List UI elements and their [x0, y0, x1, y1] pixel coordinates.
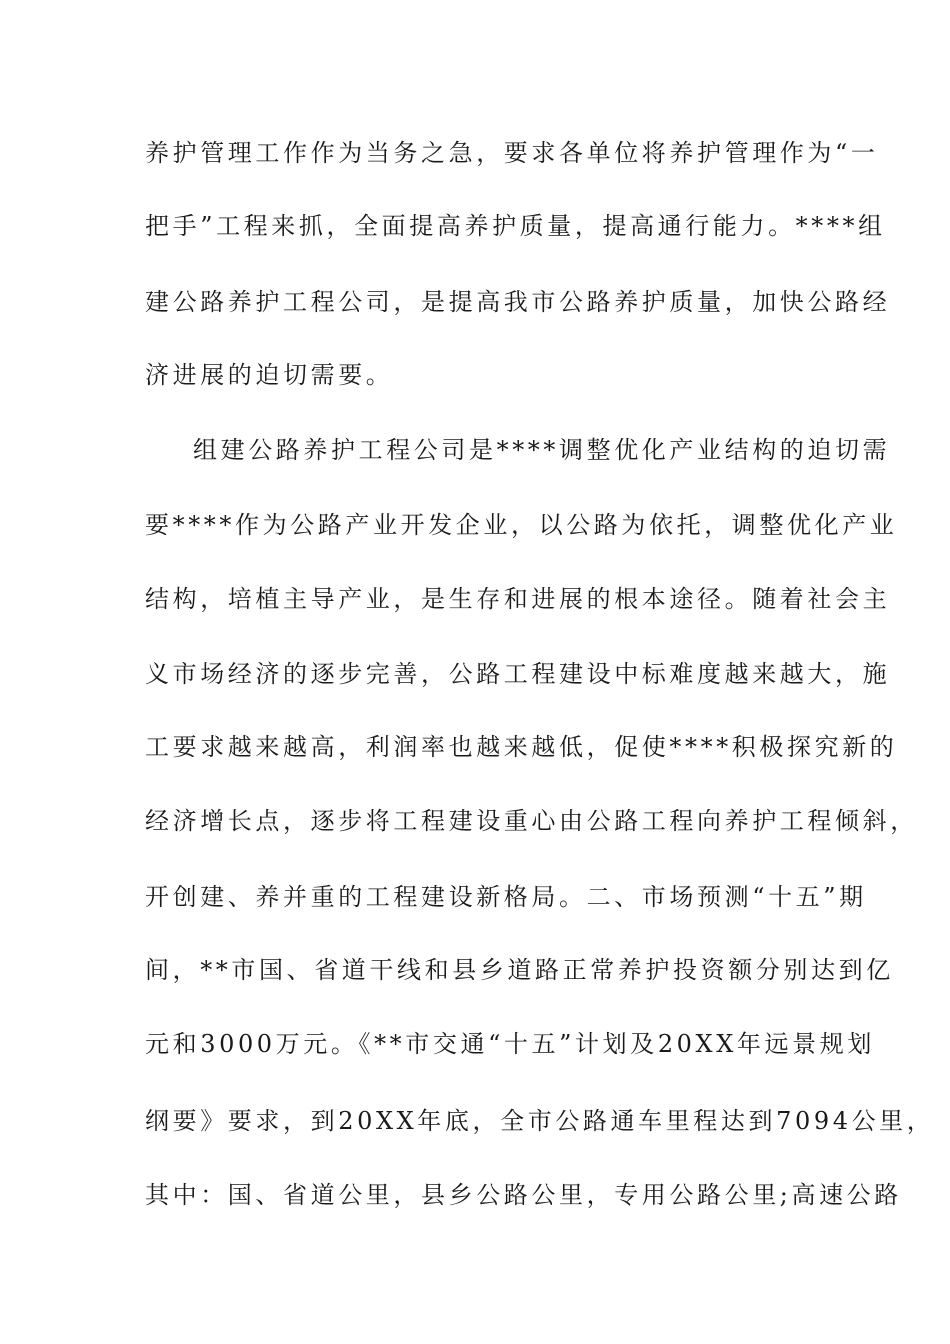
- text-line: 济进展的迫切需要。: [145, 361, 394, 389]
- text-line: 开创建、养并重的工程建设新格局。二、市场预测“十五”期: [145, 883, 867, 911]
- text-line: 纲要》要求，到20XX年底，全市公路通车里程达到7094公里，: [145, 1107, 935, 1135]
- text-line: 其中：国、省道公里，县乡公路公里，专用公路公里;高速公路: [145, 1181, 902, 1209]
- text-line: 工要求越来越高，利润率也越来越低，促使****积极探究新的: [145, 733, 898, 761]
- text-line: 元和3000万元。《**市交通“十五”计划及20XX年远景规划: [145, 1030, 875, 1058]
- text-line: 把手”工程来抓，全面提高养护质量，提高通行能力。****组: [145, 212, 886, 240]
- text-line: 养护管理工作作为当务之急，要求各单位将养护管理作为“一: [145, 139, 879, 167]
- text-line: 经济增长点，逐步将工程建设重心由公路工程向养护工程倾斜，: [145, 807, 918, 835]
- text-line: 义市场经济的逐步完善，公路工程建设中标难度越来越大，施: [145, 660, 891, 688]
- text-line: 要****作为公路产业开发企业，以公路为依托，调整优化产业: [145, 511, 898, 539]
- text-line: 建公路养护工程公司，是提高我市公路养护质量，加快公路经: [145, 288, 891, 316]
- text-line: 结构，培植主导产业，是生存和进展的根本途径。随着社会主: [145, 585, 891, 613]
- text-line: 间，**市国、省道干线和县乡道路正常养护投资额分别达到亿: [145, 956, 894, 984]
- paragraph-first-line: 组建公路养护工程公司是****调整优化产业结构的迫切需: [193, 436, 891, 464]
